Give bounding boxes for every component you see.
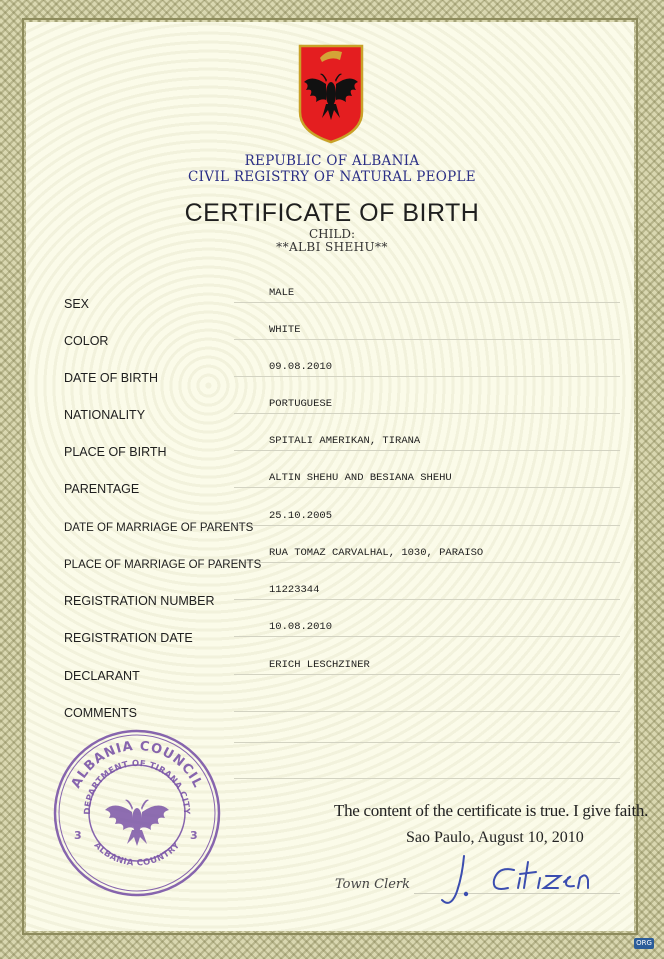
field-underline bbox=[234, 339, 620, 340]
field-value: 09.08.2010 bbox=[269, 361, 333, 373]
field-value: SPITALI AMERIKAN, TIRANA bbox=[269, 435, 421, 447]
field-row bbox=[64, 318, 620, 348]
field-value: PORTUGUESE bbox=[269, 398, 333, 410]
svg-text:ALBANIA COUNTRY: ALBANIA COUNTRY bbox=[91, 840, 183, 869]
field-underline bbox=[234, 636, 620, 637]
field-underline bbox=[234, 562, 620, 563]
field-label: DATE OF MARRIAGE OF PARENTS bbox=[64, 522, 254, 534]
field-label: COMMENTS bbox=[64, 706, 137, 720]
field-label: SEX bbox=[64, 297, 90, 311]
certificate-title: CERTIFICATE OF BIRTH bbox=[184, 199, 480, 227]
field-value: RUA TOMAZ CARVALHAL, 1030, PARAISO bbox=[269, 547, 484, 559]
svg-text:3: 3 bbox=[74, 829, 82, 842]
field-underline bbox=[234, 376, 620, 377]
field-underline bbox=[234, 599, 620, 600]
svg-text:ALBANIA COUNCIL: ALBANIA COUNCIL bbox=[68, 738, 206, 791]
field-row bbox=[64, 429, 620, 459]
field-label: DATE OF BIRTH bbox=[64, 371, 158, 385]
field-underline bbox=[234, 413, 620, 414]
field-value: ALTIN SHEHU AND BESIANA SHEHU bbox=[269, 472, 452, 484]
field-underline bbox=[234, 525, 620, 526]
field-row bbox=[64, 578, 620, 608]
field-label: PARENTAGE bbox=[64, 482, 140, 496]
attestation-text: The content of the certificate is true. I give faith. bbox=[334, 801, 649, 820]
field-row bbox=[64, 504, 620, 534]
field-row bbox=[64, 541, 620, 571]
field-label: NATIONALITY bbox=[64, 408, 146, 422]
field-underline bbox=[234, 302, 620, 303]
field-row bbox=[64, 281, 620, 311]
field-value: 10.08.2010 bbox=[269, 621, 333, 633]
field-underline bbox=[234, 450, 620, 451]
field-row bbox=[64, 653, 620, 683]
field-label: COLOR bbox=[64, 334, 109, 348]
field-value: WHITE bbox=[269, 324, 301, 336]
field-label: PLACE OF MARRIAGE OF PARENTS bbox=[64, 559, 262, 571]
field-underline bbox=[234, 487, 620, 488]
field-row bbox=[64, 690, 620, 720]
council-seal-stamp bbox=[52, 728, 222, 898]
field-label: DECLARANT bbox=[64, 669, 140, 683]
republic-heading: REPUBLIC OF ALBANIA bbox=[244, 153, 420, 169]
place-and-date: Sao Paulo, August 10, 2010 bbox=[406, 829, 584, 846]
watermark-badge: ORG bbox=[634, 938, 654, 949]
svg-text:DEPARTMENT OF TIRANA CITY: DEPARTMENT OF TIRANA CITY bbox=[82, 758, 192, 815]
handwritten-signature bbox=[436, 848, 606, 912]
field-value: 25.10.2005 bbox=[269, 510, 333, 522]
comments-line bbox=[234, 778, 620, 779]
albanian-emblem-icon bbox=[298, 44, 364, 144]
comments-line bbox=[234, 742, 620, 743]
field-label: PLACE OF BIRTH bbox=[64, 445, 167, 459]
registry-heading: CIVIL REGISTRY OF NATURAL PEOPLE bbox=[188, 169, 476, 185]
field-value: MALE bbox=[269, 287, 295, 299]
field-row bbox=[64, 392, 620, 422]
town-clerk-label: Town Clerk bbox=[335, 877, 411, 892]
svg-text:3: 3 bbox=[190, 829, 198, 842]
field-label: REGISTRATION DATE bbox=[64, 631, 193, 645]
field-row bbox=[64, 466, 620, 496]
child-name: **ALBI SHEHU** bbox=[276, 240, 388, 254]
field-row bbox=[64, 355, 620, 385]
child-label: CHILD: bbox=[308, 227, 356, 241]
field-underline bbox=[234, 711, 620, 712]
field-underline bbox=[234, 674, 620, 675]
field-label: REGISTRATION NUMBER bbox=[64, 594, 215, 608]
field-row bbox=[64, 615, 620, 645]
field-value: ERICH LESCHZINER bbox=[269, 659, 370, 671]
field-value: 11223344 bbox=[269, 584, 320, 596]
